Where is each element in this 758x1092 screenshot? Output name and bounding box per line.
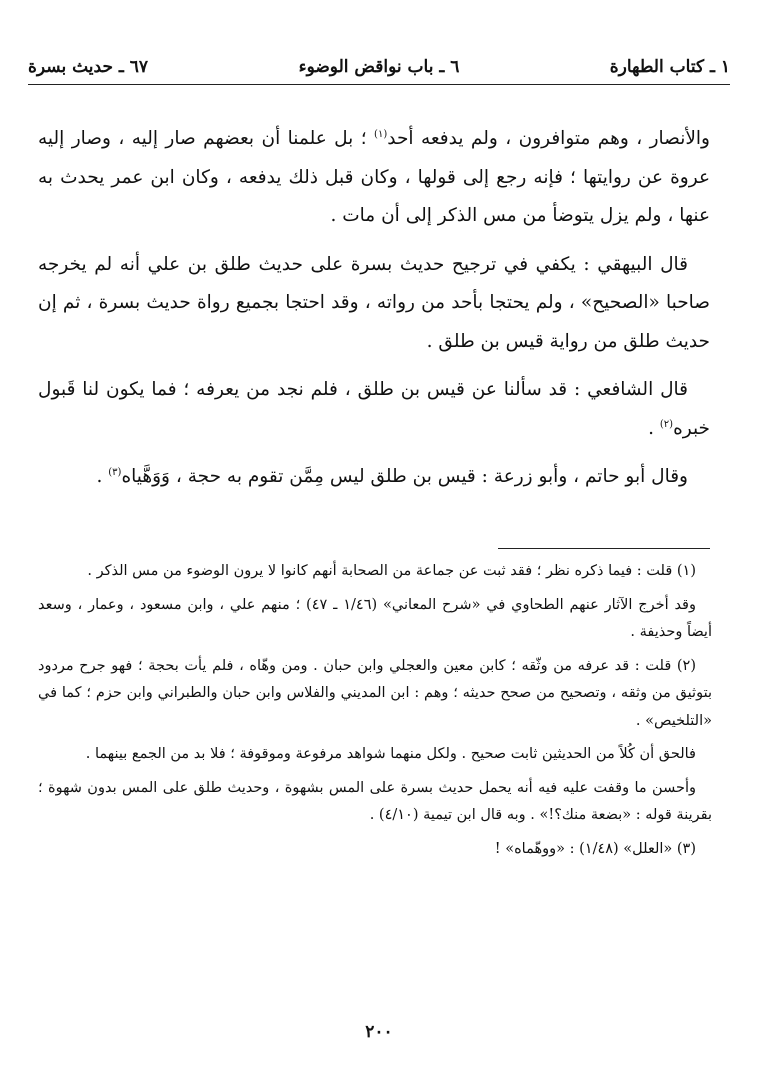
paragraph-text: وقال أبو حاتم ، وأبو زرعة : قيس بن طلق ليس مِمَّن تقوم به حجة ، وَوَهَّياه — [121, 466, 688, 487]
page-number: ٢٠٠ — [365, 1022, 393, 1042]
header-divider — [28, 84, 730, 85]
paragraph-text: قال البيهقي : يكفي في ترجيح حديث بسرة على حديث طلق بن علي أنه لم يخرجه صاحبا «الصحيح» ، ولم يحتجا بأحد من رواته ، وقد احتجا بجميع رواة حديث بسرة ، ثم إن حديث طلق من رواية قيس بن طلق . — [38, 253, 710, 352]
footnote: وأحسن ما وقفت عليه فيه أنه يحمل حديث بسرة على المس بشهوة ، وحديث طلق على المس بدون شهوة ؛ بقرينة قوله : «بضعة منك؟!» . وبه قال ابن تيمية (٤/١٠) . — [38, 779, 712, 823]
paragraph-text: . — [648, 417, 660, 439]
footnotes — [38, 558, 712, 869]
paragraph-text: ؛ بل علمنا أن بعضهم صار إليه ، وصار إليه عروة عن روايتها ؛ فإنه رجع إلى قولها ، وكان قبل ذلك يدفعه ، وكان ابن عمر يحدث به عنها ، ولم يزل يتوضأ من مس الذكر إلى أن مات . — [38, 128, 710, 226]
footnote: (١) قلت : فيما ذكره نظر ؛ فقد ثبت عن جماعة من الصحابة أنهم كانوا لا يرون الوضوء من مس الذكر . — [87, 563, 696, 579]
paragraph-text: قال الشافعي : قد سألنا عن قيس بن طلق ، فلم نجد من يعرفه ؛ فما يكون لنا قَبول خبره — [38, 379, 710, 439]
footnote-divider — [498, 548, 710, 549]
header-hadith-title: ٦٧ ـ حديث بسرة — [28, 57, 149, 77]
footnote: وقد أخرج الآثار عنهم الطحاوي في «شرح المعاني» (١/٤٦ ـ ٤٧) ؛ منهم علي ، وابن مسعود ، وعمار ، وسعد أيضاً وحذيفة . — [38, 596, 712, 640]
header-chapter-title: ٦ ـ باب نواقض الوضوء — [298, 57, 460, 77]
paragraph — [38, 120, 710, 236]
main-text — [38, 120, 710, 507]
footnote-ref: (٣) — [108, 466, 122, 478]
footnote: (٣) «العلل» (١/٤٨) : «ووهّماه» ! — [494, 840, 696, 857]
footnote-ref: (٢) — [659, 418, 674, 430]
paragraph — [38, 371, 710, 448]
paragraph-text: . — [96, 466, 109, 487]
paragraph-text: والأنصار ، وهم متوافرون ، ولم يدفعه أحد — [387, 128, 710, 149]
paragraph — [38, 246, 710, 362]
paragraph — [38, 458, 710, 497]
footnote: فالحق أن كُلاً من الحديثين ثابت صحيح . ولكل منهما شواهد مرفوعة وموقوفة ؛ فلا بد من الجمع بينهما . — [85, 746, 696, 762]
footnote-ref: (١) — [374, 128, 388, 140]
running-header — [28, 52, 730, 82]
header-book-title: ١ ـ كتاب الطهارة — [609, 57, 730, 77]
footnote: (٢) قلت : قد عرفه من وثّقه ؛ كابن معين والعجلي وابن حبان . ومن وهّاه ، فلم يأت بحجة ؛ فهو جرح مردود بتوثيق من وثقه ، وتصحيح من صحح حديثه ؛ وهم : ابن المديني والفلاس وابن حبان والطبراني وابن حزم ؛ كما في «التلخيص» . — [38, 657, 712, 729]
